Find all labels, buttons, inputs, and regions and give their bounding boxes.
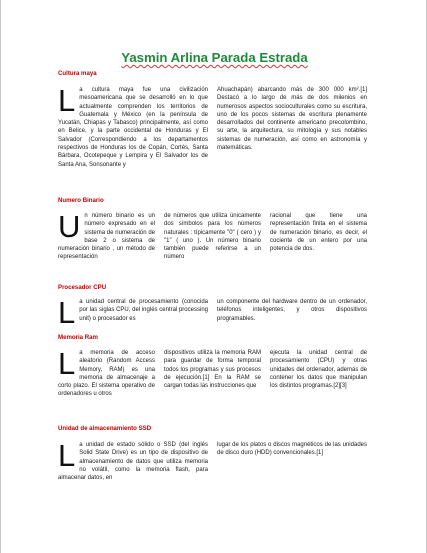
paragraph-text: n número binario es un número expresado en el sistema de numeración de base 2 o sistema de numeración binario , un método de representación — [58, 213, 155, 261]
paragraph-column — [270, 212, 367, 282]
paragraph-column — [58, 212, 155, 282]
paragraph-text: lugar de los platos o discos magnéticos de las unidades de disco duro (HDD) convencionales.[1] — [217, 442, 367, 457]
paragraph-text: de números que utiliza únicamente dos símbolos para los números naturales : típicamente "0" ( cero ) y "1" ( uno ). Un número binario también puede referirse a un número — [164, 213, 261, 261]
paragraph-column — [217, 298, 367, 332]
heading-unidad-ssd: Unidad de almacenamiento SSD — [58, 425, 152, 432]
paragraph-text: un componente del hardware dentro de un ordenador, teléfonos inteligentes, y otros dispositivos programables. — [217, 299, 367, 322]
paragraph-column — [217, 441, 367, 495]
paragraph-column — [164, 212, 261, 282]
document-title: Yasmin Arlina Parada Estrada — [121, 50, 308, 65]
heading-memoria-ram: Memoria Ram — [58, 334, 98, 341]
section-cultura-maya — [58, 86, 367, 202]
paragraph-column — [58, 298, 208, 332]
paragraph-text: dispositivos utiliza la memoria RAM para guardar de forma temporal todos los programas y sus procesos de ejecución.[1] En la RAM se cargan todas las instrucciones que — [164, 350, 261, 390]
heading-numero-binario: Numero Binario — [58, 197, 104, 204]
drop-cap: L — [58, 441, 76, 473]
section-numero-binario — [58, 212, 367, 282]
paragraph-text: Ahuachapán) abarcando más de 300 000 km².[1] Destacó a lo largo de más de dos milenios en numerosos aspectos socioculturales como su escritura, uno de los pocos sistemas de escritura plenamente desarrollados del continente americano precolombino, su arte, la arquitectura, su mitología y sus notables sistemas de numeración, así como en astronomía y matemáticas. — [217, 87, 367, 152]
paragraph-text: racional que tiene una representación finita en el sistema de numeración binario, es decir, el cociente de un entero por una potencia de dos. — [270, 213, 367, 253]
drop-cap: L — [58, 349, 76, 381]
heading-cultura-maya: Cultura maya — [58, 70, 97, 77]
drop-cap: L — [58, 298, 76, 330]
heading-procesador-cpu: Procesador CPU — [58, 284, 107, 291]
drop-cap: L — [58, 86, 76, 118]
paragraph-column — [58, 441, 208, 495]
section-unidad-ssd — [58, 441, 367, 495]
paragraph-text: a memoria de acceso aleatorio (Random Access Memory, RAM) es una memoria de almacenaje a corto plazo. El sistema operativo de ordenadores u otros — [58, 350, 155, 398]
paragraph-column — [217, 86, 367, 202]
paragraph-text: ejecuta la unidad central de procesamiento (CPU) y otras unidades del ordenador, además de contener los datos que manipulan los distintos programas.[2][3] — [270, 350, 367, 390]
paragraph-text: a cultura maya fue una civilización mesoamericana que se desarrolló en lo que actualmente comprenden los territorios de Guatemala y México (en la península de Yucatán, Chiapas y Tabasco) principalmente, así como en Belice, y la parte occidental de Honduras y El Salvador (Correspondiendo a los departamentos respectivos de Honduras los de Copán, Cortés, Santa Bárbara, Ocotepeque y Lempira y El Salvador los de Santa Ana, Sonsonante y — [58, 87, 208, 168]
paragraph-column — [164, 349, 261, 421]
paragraph-column — [270, 349, 367, 421]
paragraph-column — [58, 349, 155, 421]
drop-cap: U — [58, 212, 81, 244]
paragraph-text: a unidad de estado sólido o SSD (del inglés Solid State Drive) es un tipo de dispositivo de almacenamiento de datos que utiliza memoria no volátil, como la memoria flash, para almacenar datos, en — [58, 442, 208, 482]
paragraph-text: a unidad central de procesamiento (conocida por las siglas CPU, del inglés central processing unit) o procesador es — [79, 299, 208, 322]
paragraph-column — [58, 86, 208, 202]
section-procesador-cpu — [58, 298, 367, 332]
section-memoria-ram — [58, 349, 367, 421]
